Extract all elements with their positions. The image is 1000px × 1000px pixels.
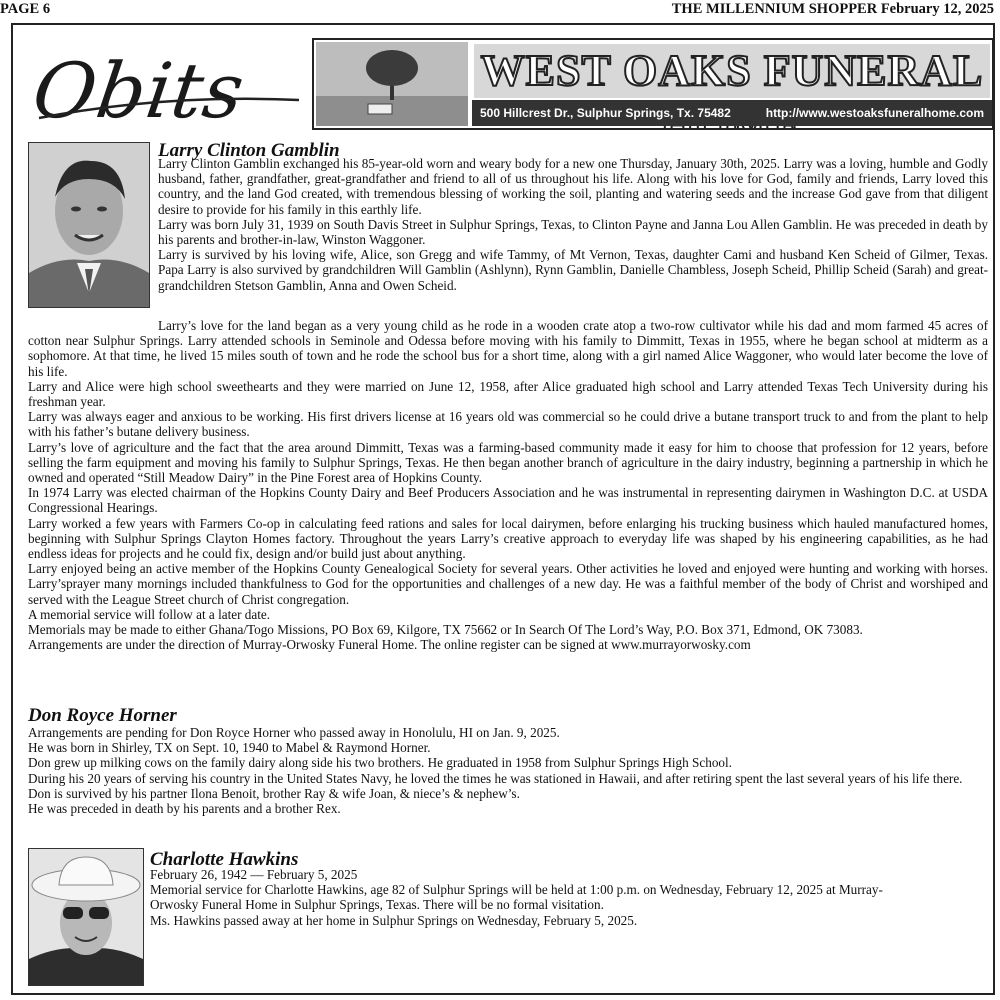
obit-charlotte-body	[150, 867, 910, 928]
portrait-photo-larry	[28, 142, 150, 308]
paragraph: He was preceded in death by his parents and a brother Rex.	[28, 801, 341, 817]
obit-name-don: Don Royce Horner	[28, 705, 177, 726]
man-portrait-icon	[29, 143, 149, 307]
obit-dates: February 26, 1942 — February 5, 2025	[150, 867, 358, 882]
paragraph: Ms. Hawkins passed away at her home in Sulphur Springs on Wednesday, February 5, 2025.	[150, 912, 638, 928]
publication-title: THE MILLENNIUM SHOPPER February 12, 2025	[671, 1, 994, 17]
paragraph: During his 20 years of serving his country in the United States Navy, he loved the times he was stationed in Hawaii, and after retiring spent the last several years of his life there.	[28, 770, 963, 786]
paragraph: A memorial service will follow at a later date.	[28, 606, 271, 622]
paragraph: In 1974 Larry was elected chairman of the Hopkins County Dairy and Beef Producers Association and he was instrumental in representing dairymen in Washington D.C. at USDA Congressional Hearings.	[28, 485, 988, 516]
paragraph: Larry’s love for the land began as a very young child as he rode in a wooden crate atop a two-row cultivator while his dad and mom farmed 45 acres of cotton near Sulphur Springs. Larry attended schools in Seminole and Odessa before moving with his family to Dimmitt, Texas in 1955, where he began school at midterm as a sophomore. At that time, he lived 15 miles south of town and he rode the school bus for a short time, along with a girl named Alice Waggoner, who would later become the love of his life.	[28, 318, 988, 379]
paragraph: Memorial service for Charlotte Hawkins, age 82 of Sulphur Springs will be held at 1:00 p.m. on Wednesday, February 12, 2025 at Murray-Orwosky Funeral Home in Sulphur Springs, Texas. There will be no formal visitation.	[150, 882, 883, 913]
paragraph: Larry’s love of agriculture and the fact that the area around Dimmitt, Texas was a farming-based community made it easy for him to choose that profession for 12 years, before selling the farm equipment and moving his family to Sulphur Springs, Texas. He then began another branch of agriculture in the dairy industry, beginning a partnership in which he owned and operated “Still Meadow Dairy” in the Pine Forest area of Hopkins County.	[28, 439, 988, 486]
paragraph: Larry and Alice were high school sweethearts and they were married on June 12, 1958, after Alice graduated high school and Larry attended Texas Tech University during his freshman year.	[28, 378, 988, 410]
obit-larry-body	[28, 318, 988, 652]
paragraph: Arrangements are pending for Don Royce Horner who passed away in Honolulu, HI on Jan. 9, 2025.	[28, 725, 560, 740]
funeral-home-ad	[312, 38, 994, 130]
obit-larry-intro	[158, 156, 988, 293]
portrait-photo-charlotte	[28, 848, 144, 986]
obit-name-larry: Larry Clinton Gamblin	[158, 140, 340, 161]
paragraph: Larry is survived by his loving wife, Alice, son Gregg and wife Tammy, of Mt Vernon, Texas, daughter Cami and husband Ken Scheid of Gilmer, Texas. Papa Larry is also survived by grandchildren Will Gamblin (Ashlynn), Rynn Gamblin, Danielle Chambless, Joseph Scheid, Phillip Scheid (Sarah) and great-grandchildren Stetson Gamblin, Anna and Owen Scheid.	[158, 247, 988, 293]
paragraph: He was born in Shirley, TX on Sept. 10, 1940 to Mabel & Raymond Horner.	[28, 740, 431, 756]
paragraph: Larry Clinton Gamblin exchanged his 85-year-old worn and weary body for a new one Thursday, January 30th, 2025. Larry was a loving, humble and Godly husband, father, grandfather, great-grandfather and friend to all of us throughout his life. Along with his love for God, family and friends, Larry loved this country, and the land God created, with tremendous blessing of working the soil, planting and watering seeds and the increase God gave from that diligent desire to provide for his family in this earthly life.	[158, 156, 988, 217]
obits-banner	[20, 28, 984, 136]
obit-name-charlotte: Charlotte Hawkins	[150, 849, 299, 870]
page-header	[0, 0, 1000, 20]
paragraph: Larry was born July 31, 1939 on South Davis Street in Sulphur Springs, Texas, to Clinton Payne and Janna Lou Allen Gamblin. He was preceded in death by his parents and brother-in-law, Winston Waggoner.	[158, 216, 988, 248]
paragraph: Arrangements are under the direction of Murray-Orwosky Funeral Home. The online register can be signed at www.murrayorwosky.com	[28, 637, 751, 653]
obit-don-body	[28, 725, 988, 816]
title-swash-icon	[34, 88, 304, 128]
paragraph: Larry enjoyed being an active member of the Hopkins County Genealogical Society for several years. Other activities he loved and enjoyed were hunting and working with horses. Larry’sprayer many mornings included thankfulness to God for the opportunities and challenges of a new day. He was a faithful member of the body of Christ and worshiped and served with the League Street church of Christ congregation.	[28, 561, 988, 607]
woman-portrait-icon	[29, 849, 143, 985]
funeral-home-address: 500 Hillcrest Dr., Sulphur Springs, Tx. 75482	[480, 106, 731, 120]
page-number: PAGE 6	[0, 1, 51, 17]
paragraph: Don is survived by his partner Ilona Benoit, brother Ray & wife Joan, & niece’s & nephew’s.	[28, 785, 520, 801]
tree-scene-icon	[316, 42, 468, 126]
paragraph: Larry worked a few years with Farmers Co-op in calculating feed rations and sales for local dairymen, before enlarging his trucking business which hauled manufactured homes, beginning with Sulphur Springs Clayton Homes factory. Throughout the years Larry’s creative approach to everyday life was shaped by his engineering capabilities, as he had endless ideas for projects and he could fix, design and/or build just about anything.	[28, 515, 988, 562]
section-title: Obits	[27, 46, 251, 135]
paragraph: Larry was always eager and anxious to be working. His first drivers license at 16 years old was commercial so he could drive a butane transport truck to and from the plant to help with his father’s butane delivery business.	[28, 409, 988, 440]
paragraph: Memorials may be made to either Ghana/Togo Missions, PO Box 69, Kilgore, TX 75662 or In Search Of The Lord’s Way, P.O. Box 371, Edmond, OK 73083.	[28, 622, 863, 638]
paragraph: Don grew up milking cows on the family dairy along side his two brothers. He graduated in 1958 from Sulphur Springs High School.	[28, 755, 732, 771]
funeral-home-url[interactable]: http://www.westoaksfuneralhome.com	[765, 106, 984, 120]
funeral-home-info-bar	[472, 100, 992, 126]
funeral-home-name: WEST OAKS FUNERAL	[474, 44, 990, 98]
